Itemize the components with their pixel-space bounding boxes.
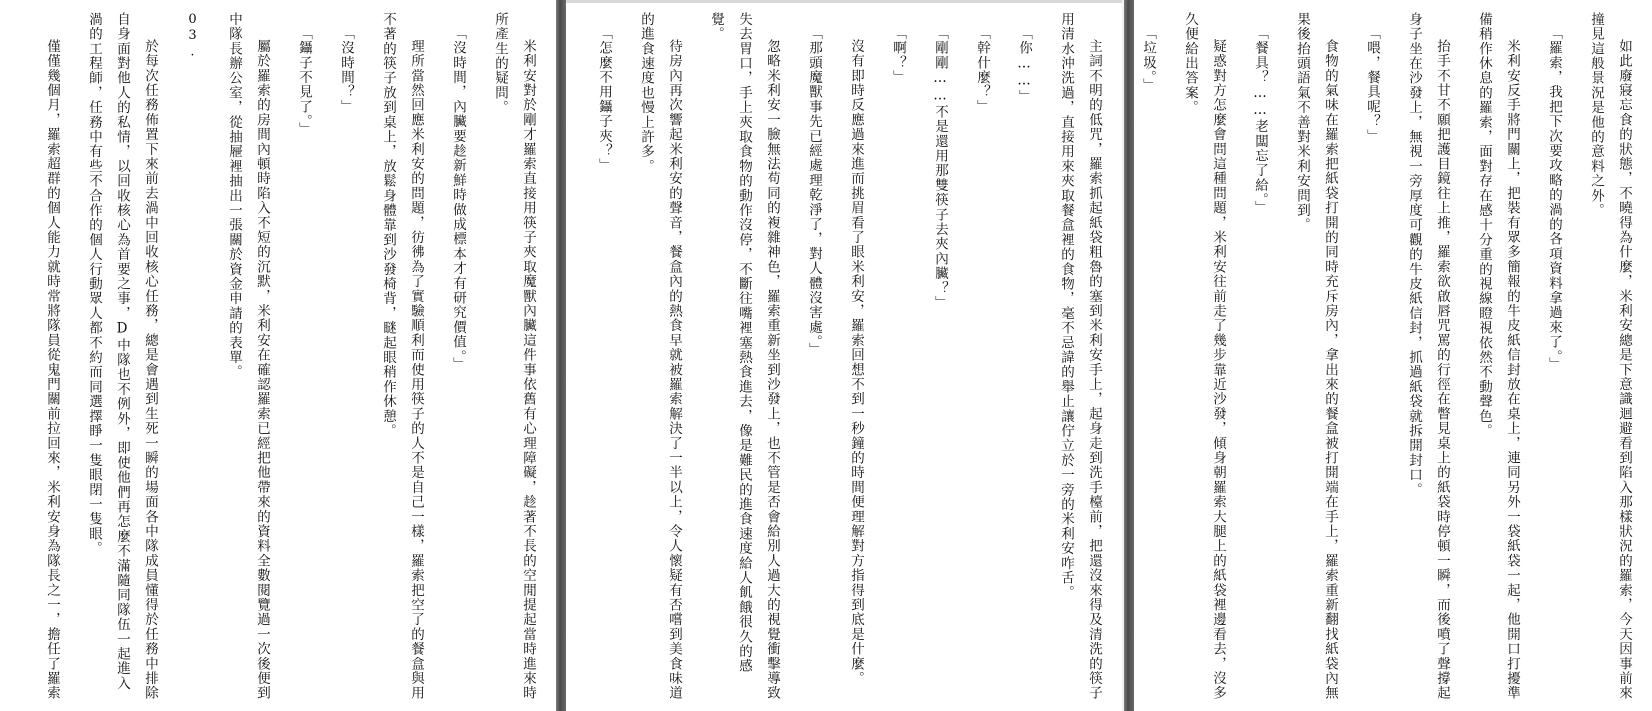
blank-line xyxy=(1162,12,1176,702)
page-separator xyxy=(556,0,566,711)
paragraph: 「沒時間，內臟要趁新鮮時做成標本才有研究價值。」 xyxy=(450,25,466,372)
blank-line xyxy=(828,12,842,702)
paragraph: 「沒時間？」 xyxy=(338,25,354,114)
paragraph: 如此廢寢忘食的狀態，不曉得為什麼，米利安總是下意識迴避看到陷入那樣狀況的羅索，今天因事前來撞見這般景況是他的意料之外。 xyxy=(1588,12,1632,701)
paragraph: 「羅索，我把下次要攻略的渦的各項資料拿過來了。」 xyxy=(1546,25,1562,372)
blank-line xyxy=(688,12,702,702)
blank-line xyxy=(430,12,444,702)
paragraph: 疑惑對方怎麼會問這種問題，米利安往前走了幾步靠近沙發，傾身朝羅索大腿上的紙袋裡邊看去，沒多久便給出答案。 xyxy=(1182,12,1226,701)
paragraph: 忽略米利安一臉無法苟同的複雜神色，羅索重新坐到沙發上，也不管是否會給別人過大的視覺衝擊導致失去胃口，手上夾取食物的動作沒停，不斷往嘴裡塞熱食進去，像是難民的進食速度給人飢餓很久的感覺。 xyxy=(708,12,780,701)
page-right xyxy=(1134,0,1652,711)
paragraph: 食物的氣味在羅索把紙袋打開的同時充斥房內，拿出來的餐盒被打開端在手上，羅索重新翻找紙袋內無果後抬頭語氣不善對米利安問到。 xyxy=(1294,12,1338,701)
blank-line xyxy=(1526,12,1540,702)
blank-line xyxy=(1344,12,1358,702)
blank-line xyxy=(870,12,884,702)
paragraph: 米利安對於剛才羅索直接用筷子夾取魔獸內臟這件事依舊有心理障礙，趁著不長的空閒提起當時進來時所產生的疑問。 xyxy=(492,12,536,701)
blank-line xyxy=(786,12,800,702)
blank-line xyxy=(1232,12,1246,702)
blank-line xyxy=(1568,12,1582,702)
page-top-edge xyxy=(566,0,1122,3)
page-middle xyxy=(566,0,1122,711)
page-right-text xyxy=(1134,12,1638,702)
blank-line xyxy=(996,12,1010,702)
paragraph: 「啊？」 xyxy=(890,25,906,85)
paragraph: 「怎麼不用鑷子夾？」 xyxy=(596,25,612,173)
blank-line xyxy=(912,12,926,702)
paragraph: 「幹什麼？」 xyxy=(974,25,990,114)
paragraph: 待房內再次響起米利安的聲音，餐盒內的熱食早就被羅索解決了一半以上，令人懷疑有否嚐到美食味道的進食速度也慢上許多。 xyxy=(638,12,682,701)
paragraph: 「剛剛……不是還用那雙筷子去夾內臟？」 xyxy=(932,25,948,310)
paragraph: 米利安反手將門關上，把裝有眾多簡報的牛皮紙信封放在桌上，連同另外一袋紙袋一起，他開口打擾準備稍作休息的羅索，面對存在感十分重的視線瞪視依然不動聲色。 xyxy=(1476,12,1520,701)
blank-line xyxy=(954,12,968,702)
paragraph: 沒有即時反應過來進而挑眉看了眼米利安，羅索回想不到一秒鐘的時間便理解對方指得到底是什麼。 xyxy=(848,39,864,686)
blank-line xyxy=(66,12,80,702)
paragraph: 「餐具？……老闆忘了給。」 xyxy=(1252,25,1268,215)
blank-line xyxy=(472,12,486,702)
blank-line xyxy=(618,12,632,702)
paragraph: 「那頭魔獸事先已經處理乾淨了，對人體沒害處。」 xyxy=(806,25,822,357)
page-left xyxy=(0,0,556,711)
paragraph: 「喂，餐具呢？」 xyxy=(1364,25,1380,144)
blank-line xyxy=(276,12,290,702)
page-left-text xyxy=(38,12,542,702)
paragraph: 「你……」 xyxy=(1016,25,1032,104)
blank-line xyxy=(318,12,332,702)
paragraph: 僅僅幾個月，羅索超群的個人能力就時常將隊員從鬼門關前拉回來，米利安身為隊長之一，擔任了羅索 xyxy=(44,39,60,701)
paragraph: 「垃圾。」 xyxy=(1140,25,1156,93)
paragraph: 主詞不明的低咒，羅索抓起紙袋粗魯的塞到米利安手上，起身走到洗手檯前，把還沒來得及清洗的筷子用清水沖洗過，直接用來夾取餐盒裡的食物，毫不忌諱的舉止讓佇立於一旁的米利安咋舌。 xyxy=(1058,12,1102,701)
blank-line xyxy=(1038,12,1052,702)
paragraph: 屬於羅索的房間內頓時陷入不短的沉默，米利安在確認羅索已經把他帶來的資料全數閱覽過一次後便到中隊長辦公室，從抽屜裡抽出一張關於資金申請的表單。 xyxy=(226,12,270,701)
paragraph: 理所當然回應米利安的問題，彷彿為了實驗順利而使用筷子的人不是自己一樣，羅索把空了的餐盒與用不著的筷子放到桌上，放鬆身體靠到沙發椅背，瞇起眼稍作休憩。 xyxy=(380,12,424,701)
page-separator xyxy=(1124,0,1134,711)
paragraph: 於每次任務佈置下來前去渦中回收核心任務，總是會遇到生死一瞬的場面各中隊成員懂得於任務中排除自身面對他人的私情，以回收核心為首要之事，D中隊也不例外，即使他們再怎麼不滿隨同隊伍一起進入渦的工程師，任務中有些不合作的個人行動眾人都不約而同選擇睜一隻眼閉一隻眼。 xyxy=(86,12,158,701)
page-middle-text xyxy=(590,12,1108,702)
blank-line xyxy=(1274,12,1288,702)
paragraph: 「鑷子不見了。」 xyxy=(296,25,312,137)
blank-line xyxy=(360,12,374,702)
blank-line xyxy=(206,12,220,702)
blank-line xyxy=(1456,12,1470,702)
blank-line xyxy=(1386,12,1400,702)
chapter-heading: 03. xyxy=(185,12,200,61)
paragraph: 抬手不甘不願把護目鏡往上推，羅索欲啟唇咒罵的行徑在瞥見桌上的紙袋時停頓一瞬，而後噴了聲撐起身子坐在沙發上，無視一旁厚度可觀的牛皮紙信封，抓過紙袋就拆開封口。 xyxy=(1406,12,1450,701)
